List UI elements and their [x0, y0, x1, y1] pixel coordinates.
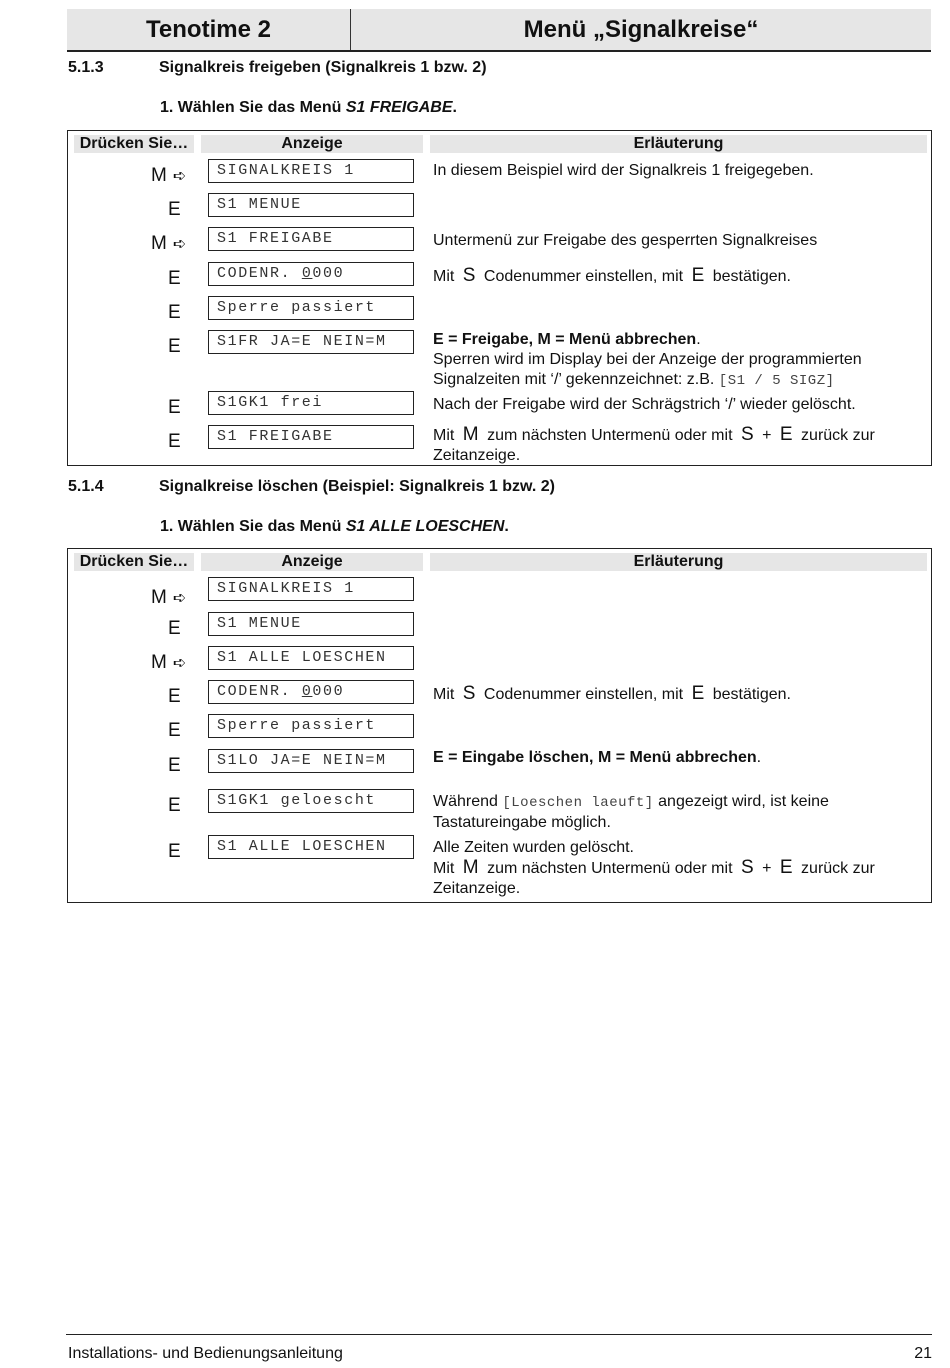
key-e: E: [168, 686, 181, 707]
table-514: [67, 548, 932, 903]
page-number: 21: [914, 1345, 932, 1362]
header-product: Tenotime 2: [67, 9, 351, 50]
page-header: [67, 9, 931, 52]
explanation-waehrend: Während [Loeschen laeuft] angezeigt wird, ist keine Tastatureingabe möglich.: [433, 793, 829, 831]
lcd-display: Sperre passiert: [208, 296, 414, 320]
col-header-press: Drücken Sie…: [74, 553, 194, 571]
key-m: M ➪: [151, 165, 187, 186]
key-e: E: [168, 755, 181, 776]
explanation-text: Untermenü zur Freigabe des gesperrten Signalkreises: [433, 232, 818, 249]
key-e: E: [168, 268, 181, 289]
lcd-display: S1GK1 geloescht: [208, 789, 414, 813]
lcd-display: SIGNALKREIS 1: [208, 577, 414, 601]
lcd-display: S1 MENUE: [208, 193, 414, 217]
key-e: E: [168, 618, 181, 639]
col-header-display: Anzeige: [201, 135, 423, 153]
key-m: M ➪: [151, 587, 187, 608]
col-header-press: Drücken Sie…: [74, 135, 194, 153]
section-heading-514: 5.1.4 Signalkreise löschen (Beispiel: Signalkreis 1 bzw. 2): [68, 478, 555, 495]
key-e: E: [168, 302, 181, 323]
lcd-display: S1FR JA=E NEIN=M: [208, 330, 414, 354]
header-chapter: Menü „Signalkreise“: [523, 15, 759, 43]
explanation-return: Alle Zeiten wurden gelöscht. Mit M zum nächsten Untermenü oder mit S + E zurück zur Zeitanzeige.: [433, 839, 875, 897]
step-instruction-513: 1. Wählen Sie das Menü S1 FREIGABE.: [160, 99, 457, 116]
lcd-display: S1 FREIGABE: [208, 425, 414, 449]
lcd-display: S1 MENUE: [208, 612, 414, 636]
explanation-text: In diesem Beispiel wird der Signalkreis 1 freigegeben.: [433, 162, 814, 179]
key-e: E: [168, 795, 181, 816]
lcd-display: S1 FREIGABE: [208, 227, 414, 251]
key-e: E: [168, 720, 181, 741]
footer-rule: [66, 1334, 932, 1335]
lcd-display: S1 ALLE LOESCHEN: [208, 835, 414, 859]
section-heading-513: 5.1.3 Signalkreis freigeben (Signalkreis 1 bzw. 2): [68, 59, 487, 76]
lcd-display: S1LO JA=E NEIN=M: [208, 749, 414, 773]
footer-title: Installations- und Bedienungsanleitung: [68, 1345, 343, 1362]
explanation-code: Mit S Codenummer einstellen, mit E bestätigen.: [433, 683, 791, 704]
explanation-freigabe: E = Freigabe, M = Menü abbrechen. Sperren wird im Display bei der Anzeige der programmierten Signalzeiten mit ‘/’ gekennzeichnet: z.B. [S1 / 5 SIGZ]: [433, 331, 862, 389]
key-e: E: [168, 841, 181, 862]
explanation-loeschen: E = Eingabe löschen, M = Menü abbrechen.: [433, 749, 762, 766]
lcd-display: CODENR. 0000: [208, 262, 414, 286]
key-e: E: [168, 336, 181, 357]
step-instruction-514: 1. Wählen Sie das Menü S1 ALLE LOESCHEN.: [160, 518, 509, 535]
lcd-display: CODENR. 0000: [208, 680, 414, 704]
explanation-code: Mit S Codenummer einstellen, mit E bestätigen.: [433, 265, 791, 286]
lcd-display: Sperre passiert: [208, 714, 414, 738]
explanation-return: Mit M zum nächsten Untermenü oder mit S + E zurück zur Zeitanzeige.: [433, 424, 875, 464]
lcd-display: SIGNALKREIS 1: [208, 159, 414, 183]
key-e: E: [168, 431, 181, 452]
key-m: M ➪: [151, 652, 187, 673]
key-e: E: [168, 199, 181, 220]
table-513: [67, 130, 932, 466]
lcd-display: S1GK1 frei: [208, 391, 414, 415]
col-header-explanation: Erläuterung: [430, 135, 927, 153]
key-m: M ➪: [151, 233, 187, 254]
col-header-explanation: Erläuterung: [430, 553, 927, 571]
lcd-display: S1 ALLE LOESCHEN: [208, 646, 414, 670]
key-e: E: [168, 397, 181, 418]
explanation-text: Nach der Freigabe wird der Schrägstrich ‘/’ wieder gelöscht.: [433, 396, 856, 413]
col-header-display: Anzeige: [201, 553, 423, 571]
